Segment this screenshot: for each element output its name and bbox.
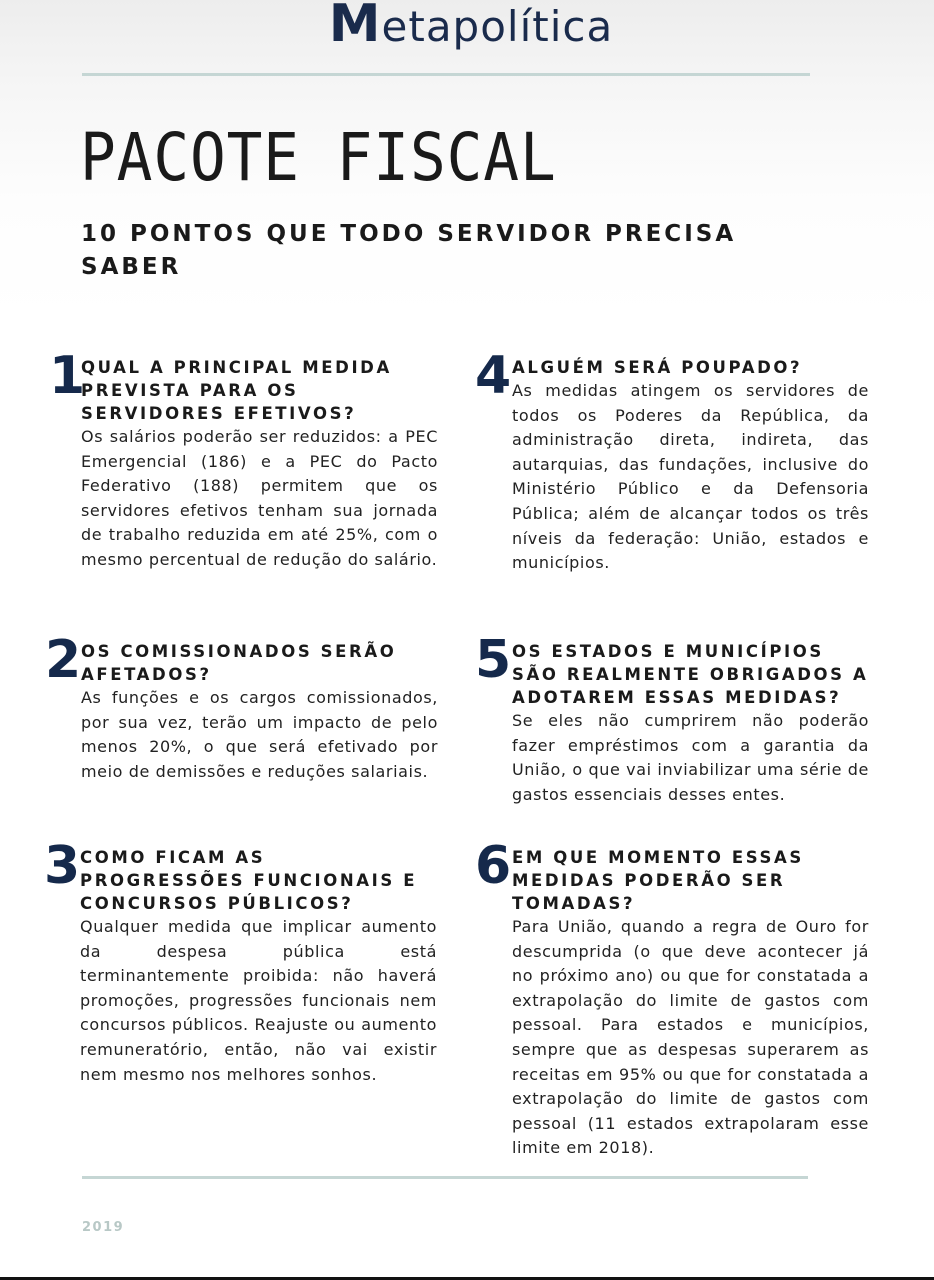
brand-logo: [0, 0, 934, 54]
point-question: COMO FICAM AS PROGRESSÕES FUNCIONAIS E CONCURSOS PÚBLICOS?: [80, 848, 418, 913]
point-4: [475, 346, 869, 576]
point-number: 4: [475, 346, 512, 406]
point-question: QUAL A PRINCIPAL MEDIDA PREVISTA PARA OS SERVIDORES EFETIVOS?: [81, 358, 392, 423]
point-question: EM QUE MOMENTO ESSAS MEDIDAS PODERÃO SER TOMADAS?: [512, 848, 804, 913]
point-number: 3: [44, 836, 81, 896]
point-answer: Para União, quando a regra de Ouro for descumprida (o que deve acontecer já no próximo ano) ou que for constatada a extrapolação do limite de gastos com pessoal. Para estados e municípios, sempre que as despesas superarem as receitas em 95% ou que for constatada a extrapolação do limite de gastos com pessoal (11 estados extrapolaram esse limite em 2018).: [512, 917, 869, 1158]
point-5: [475, 630, 869, 807]
point-number: 1: [49, 346, 86, 406]
point-answer: As funções e os cargos comissionados, por sua vez, terão um impacto de pelo menos 20%, o que será efetivado por meio de demissões e reduções salariais.: [81, 688, 438, 781]
point-number: 2: [45, 630, 82, 690]
point-6: [475, 836, 869, 1161]
point-3: [44, 836, 437, 1087]
brand-logo-text: etapolítica: [381, 2, 614, 51]
point-answer: Qualquer medida que implicar aumento da despesa pública está terminantemente proibida: não haverá promoções, progressões funcionais nem concursos públicos. Reajuste ou aumento remuneratório, então, não vai existir nem mesmo nos melhores sonhos.: [80, 917, 437, 1084]
brand-logo-initial: M: [328, 0, 382, 54]
page-title: PACOTE FISCAL: [80, 119, 557, 196]
point-2: [45, 630, 438, 784]
page-subtitle: 10 PONTOS QUE TODO SERVIDOR PRECISA SABER: [81, 221, 737, 280]
bottom-divider: [82, 1176, 808, 1179]
point-question: ALGUÉM SERÁ POUPADO?: [512, 358, 803, 377]
point-number: 5: [475, 630, 512, 690]
point-question: OS COMISSIONADOS SERÃO AFETADOS?: [81, 642, 397, 684]
top-divider: [82, 73, 810, 76]
point-number: 6: [475, 836, 512, 896]
point-1: [49, 346, 438, 573]
point-answer: As medidas atingem os servidores de todos os Poderes da República, da administração direta, indireta, das autarquias, das fundações, inclusive do Ministério Público e da Defensoria Pública; além de alcançar todos os três níveis da federação: União, estados e municípios.: [512, 381, 869, 573]
point-answer: Os salários poderão ser reduzidos: a PEC Emergencial (186) e a PEC do Pacto Federativo (188) permitem que os servidores efetivos tenham sua jornada de trabalho reduzida em até 25%, com o mesmo percentual de redução do salário.: [81, 427, 438, 569]
point-question: OS ESTADOS E MUNICÍPIOS SÃO REALMENTE OBRIGADOS A ADOTAREM ESSAS MEDIDAS?: [512, 642, 869, 707]
point-answer: Se eles não cumprirem não poderão fazer empréstimos com a garantia da União, o que vai inviabilizar uma série de gastos essenciais desses entes.: [512, 711, 869, 804]
footer-year: 2019: [82, 1220, 125, 1235]
